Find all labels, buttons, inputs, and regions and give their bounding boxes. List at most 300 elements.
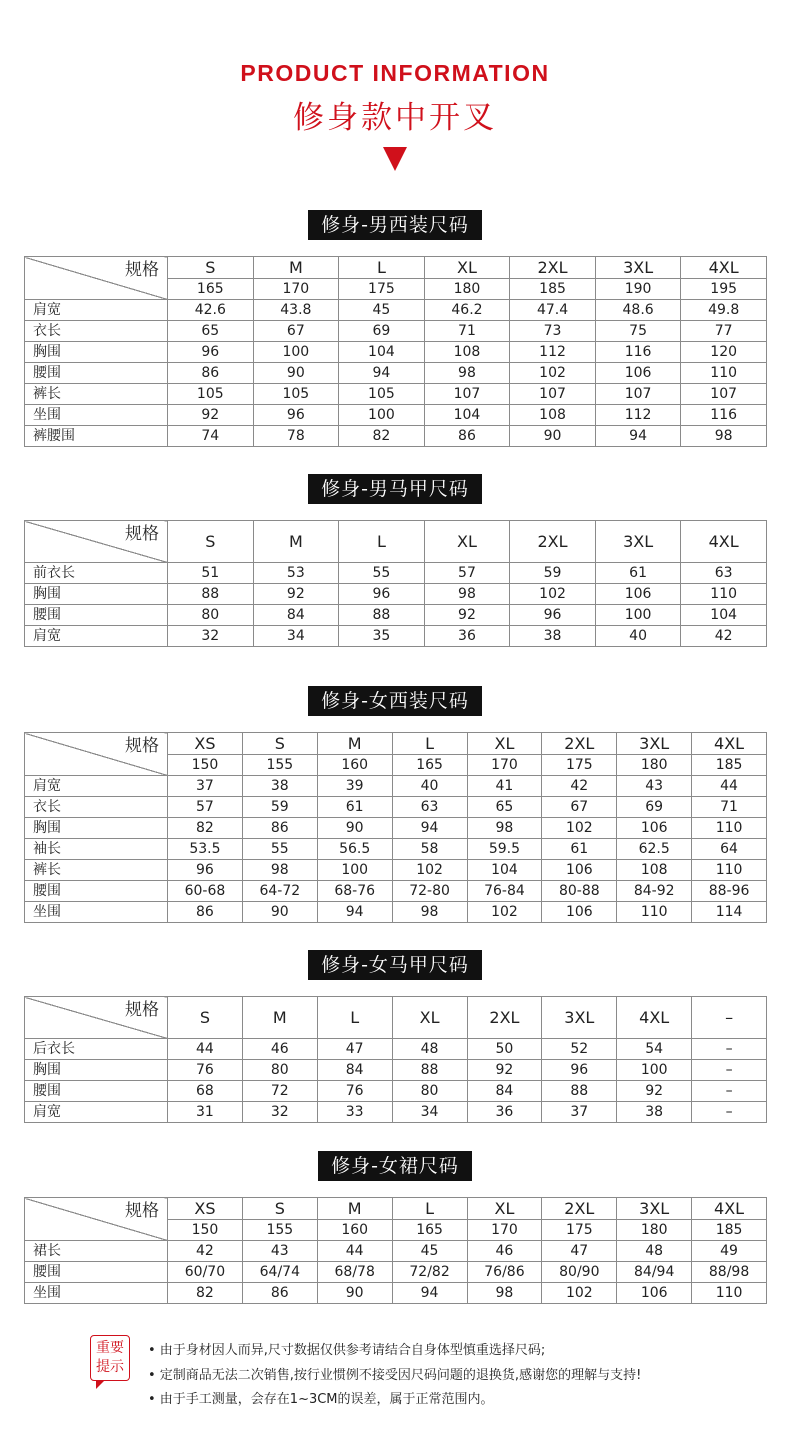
- measurement-cell: 64-72: [242, 881, 317, 902]
- size-header-cell: L: [339, 257, 425, 279]
- height-cell: 155: [242, 1220, 317, 1241]
- height-cell: 170: [467, 1220, 542, 1241]
- measurement-cell: 92: [467, 1060, 542, 1081]
- measurement-cell: 98: [424, 584, 510, 605]
- measurement-cell: 61: [542, 839, 617, 860]
- measurement-cell: 82: [339, 426, 425, 447]
- measurement-cell: 62.5: [617, 839, 692, 860]
- spec-corner-cell: 规格: [25, 521, 168, 563]
- measurement-cell: 98: [681, 426, 767, 447]
- measurement-cell: 44: [692, 776, 767, 797]
- size-header-cell: S: [242, 1198, 317, 1220]
- measurement-cell: 92: [168, 405, 254, 426]
- measurement-label: 衣长: [25, 797, 168, 818]
- measurement-cell: 82: [168, 818, 243, 839]
- height-cell: 185: [692, 1220, 767, 1241]
- measurement-label: 肩宽: [25, 626, 168, 647]
- measurement-cell: 32: [242, 1102, 317, 1123]
- measurement-cell: 55: [242, 839, 317, 860]
- height-cell: 195: [681, 279, 767, 300]
- size-header-row: [25, 521, 767, 563]
- measurement-cell: 59: [242, 797, 317, 818]
- measurement-label: 肩宽: [25, 300, 168, 321]
- measurement-cell: 80: [392, 1081, 467, 1102]
- table-row: [25, 1039, 767, 1060]
- height-cell: 185: [510, 279, 596, 300]
- height-cell: 170: [253, 279, 339, 300]
- measurement-cell: 57: [424, 563, 510, 584]
- size-header-cell: 2XL: [542, 733, 617, 755]
- measurement-cell: 100: [339, 405, 425, 426]
- measurement-cell: 90: [242, 902, 317, 923]
- header-title-cn: 修身款中开叉: [293, 100, 497, 136]
- size-header-cell: M: [317, 733, 392, 755]
- measurement-cell: 94: [595, 426, 681, 447]
- measurement-cell: 53: [253, 563, 339, 584]
- measurement-cell: 60/70: [168, 1262, 243, 1283]
- spec-corner-cell: 规格: [25, 1198, 168, 1241]
- measurement-label: 坐围: [25, 405, 168, 426]
- notice-item: • 定制商品无法二次销售,按行业惯例不接受因尺码问题的退换货,感谢您的理解与支持!: [148, 1368, 642, 1383]
- measurement-cell: 92: [424, 605, 510, 626]
- table-row: [25, 321, 767, 342]
- table-row: [25, 584, 767, 605]
- measurement-cell: 105: [168, 384, 254, 405]
- measurement-cell: 46: [242, 1039, 317, 1060]
- measurement-cell: 45: [339, 300, 425, 321]
- size-header-cell: L: [339, 521, 425, 563]
- measurement-cell: –: [692, 1039, 767, 1060]
- size-header-cell: XL: [467, 1198, 542, 1220]
- measurement-cell: 47: [542, 1241, 617, 1262]
- height-cell: 165: [392, 755, 467, 776]
- measurement-cell: 110: [692, 818, 767, 839]
- measurement-label: 肩宽: [25, 1102, 168, 1123]
- measurement-cell: 44: [168, 1039, 243, 1060]
- measurement-cell: 86: [242, 1283, 317, 1304]
- measurement-cell: 42.6: [168, 300, 254, 321]
- measurement-label: 裙长: [25, 1241, 168, 1262]
- measurement-cell: 110: [681, 584, 767, 605]
- measurement-cell: –: [692, 1081, 767, 1102]
- measurement-cell: 84: [317, 1060, 392, 1081]
- measurement-label: 前衣长: [25, 563, 168, 584]
- size-header-cell: 2XL: [467, 997, 542, 1039]
- measurement-cell: 104: [467, 860, 542, 881]
- table-row: [25, 363, 767, 384]
- measurement-cell: 108: [510, 405, 596, 426]
- table-row: [25, 605, 767, 626]
- measurement-cell: 104: [339, 342, 425, 363]
- measurement-cell: 49: [692, 1241, 767, 1262]
- measurement-cell: 106: [542, 902, 617, 923]
- size-header-cell: L: [392, 733, 467, 755]
- measurement-cell: 86: [168, 902, 243, 923]
- height-cell: 175: [542, 1220, 617, 1241]
- measurement-cell: 106: [595, 584, 681, 605]
- size-header-cell: M: [253, 521, 339, 563]
- section-title-mens-vest: 修身-男马甲尺码: [0, 474, 790, 504]
- height-cell: 190: [595, 279, 681, 300]
- measurement-cell: 116: [681, 405, 767, 426]
- measurement-cell: 94: [339, 363, 425, 384]
- measurement-cell: 48: [617, 1241, 692, 1262]
- measurement-cell: 84: [253, 605, 339, 626]
- measurement-cell: 42: [681, 626, 767, 647]
- size-header-cell: S: [168, 521, 254, 563]
- measurement-cell: 88: [392, 1060, 467, 1081]
- measurement-cell: 67: [542, 797, 617, 818]
- measurement-cell: 68: [168, 1081, 243, 1102]
- measurement-cell: 59.5: [467, 839, 542, 860]
- size-header-cell: M: [242, 997, 317, 1039]
- measurement-cell: 104: [681, 605, 767, 626]
- measurement-cell: 73: [510, 321, 596, 342]
- size-header-cell: 4XL: [692, 733, 767, 755]
- measurement-cell: 98: [424, 363, 510, 384]
- size-header-cell: 4XL: [681, 257, 767, 279]
- table-row: [25, 426, 767, 447]
- size-header-cell: 4XL: [692, 1198, 767, 1220]
- measurement-cell: 88: [339, 605, 425, 626]
- measurement-cell: 76: [168, 1060, 243, 1081]
- height-cell: 150: [168, 755, 243, 776]
- table-row: [25, 405, 767, 426]
- measurement-cell: 102: [542, 1283, 617, 1304]
- size-table-mens-vest: [24, 520, 767, 647]
- table-row: [25, 1283, 767, 1304]
- measurement-cell: 98: [242, 860, 317, 881]
- measurement-cell: 43: [242, 1241, 317, 1262]
- measurement-cell: 98: [467, 818, 542, 839]
- size-header-cell: 2XL: [510, 257, 596, 279]
- size-header-cell: XL: [467, 733, 542, 755]
- measurement-cell: 102: [467, 902, 542, 923]
- measurement-cell: 63: [681, 563, 767, 584]
- measurement-label: 腰围: [25, 363, 168, 384]
- measurement-cell: 84-92: [617, 881, 692, 902]
- size-header-cell: 3XL: [595, 521, 681, 563]
- size-header-cell: 3XL: [542, 997, 617, 1039]
- measurement-cell: 90: [253, 363, 339, 384]
- measurement-cell: 71: [424, 321, 510, 342]
- spec-corner-cell: 规格: [25, 733, 168, 776]
- measurement-cell: 74: [168, 426, 254, 447]
- measurement-cell: 60-68: [168, 881, 243, 902]
- size-header-cell: M: [253, 257, 339, 279]
- height-cell: 170: [467, 755, 542, 776]
- measurement-cell: 106: [595, 363, 681, 384]
- measurement-cell: 38: [510, 626, 596, 647]
- measurement-cell: 105: [339, 384, 425, 405]
- measurement-label: 胸围: [25, 584, 168, 605]
- measurement-cell: 106: [617, 818, 692, 839]
- measurement-cell: 65: [168, 321, 254, 342]
- measurement-cell: 108: [424, 342, 510, 363]
- measurement-cell: 114: [692, 902, 767, 923]
- measurement-cell: 82: [168, 1283, 243, 1304]
- measurement-cell: 86: [242, 818, 317, 839]
- measurement-cell: 110: [692, 860, 767, 881]
- measurement-cell: 106: [542, 860, 617, 881]
- height-cell: 160: [317, 755, 392, 776]
- measurement-cell: 52: [542, 1039, 617, 1060]
- measurement-cell: 77: [681, 321, 767, 342]
- size-header-cell: XS: [168, 733, 243, 755]
- measurement-cell: 33: [317, 1102, 392, 1123]
- table-row: [25, 626, 767, 647]
- measurement-cell: 68-76: [317, 881, 392, 902]
- measurement-cell: 44: [317, 1241, 392, 1262]
- measurement-cell: 36: [424, 626, 510, 647]
- measurement-cell: 116: [595, 342, 681, 363]
- size-header-cell: S: [168, 257, 254, 279]
- section-title-womens-skirt: 修身-女裙尺码: [0, 1151, 790, 1181]
- size-header-cell: 4XL: [617, 997, 692, 1039]
- measurement-cell: 38: [242, 776, 317, 797]
- measurement-cell: 46.2: [424, 300, 510, 321]
- table-row: [25, 1241, 767, 1262]
- measurement-cell: 51: [168, 563, 254, 584]
- measurement-cell: 100: [595, 605, 681, 626]
- measurement-cell: 76-84: [467, 881, 542, 902]
- measurement-cell: 35: [339, 626, 425, 647]
- measurement-label: 腰围: [25, 1081, 168, 1102]
- measurement-cell: 42: [542, 776, 617, 797]
- measurement-label: 衣长: [25, 321, 168, 342]
- measurement-cell: 64: [692, 839, 767, 860]
- measurement-label: 后衣长: [25, 1039, 168, 1060]
- measurement-cell: 96: [168, 860, 243, 881]
- measurement-cell: 88-96: [692, 881, 767, 902]
- size-table-womens-vest: [24, 996, 767, 1123]
- measurement-cell: 63: [392, 797, 467, 818]
- measurement-cell: 46: [467, 1241, 542, 1262]
- size-header-row: [25, 1198, 767, 1220]
- size-header-cell: –: [692, 997, 767, 1039]
- measurement-cell: 86: [168, 363, 254, 384]
- measurement-label: 裤腰围: [25, 426, 168, 447]
- measurement-cell: 92: [617, 1081, 692, 1102]
- size-header-cell: 4XL: [681, 521, 767, 563]
- measurement-cell: 96: [542, 1060, 617, 1081]
- size-header-cell: 3XL: [595, 257, 681, 279]
- measurement-cell: 38: [617, 1102, 692, 1123]
- measurement-cell: 96: [253, 405, 339, 426]
- notice-item: • 由于手工测量，会存在1~3CM的误差，属于正常范围内。: [148, 1392, 494, 1407]
- important-notice-badge: 重要 提示: [90, 1335, 130, 1381]
- measurement-label: 袖长: [25, 839, 168, 860]
- measurement-cell: 56.5: [317, 839, 392, 860]
- measurement-cell: 90: [510, 426, 596, 447]
- measurement-cell: 105: [253, 384, 339, 405]
- measurement-label: 裤长: [25, 384, 168, 405]
- measurement-cell: 88: [542, 1081, 617, 1102]
- measurement-cell: 86: [424, 426, 510, 447]
- measurement-cell: 57: [168, 797, 243, 818]
- table-row: [25, 342, 767, 363]
- measurement-cell: 110: [681, 363, 767, 384]
- table-row: [25, 818, 767, 839]
- measurement-cell: 69: [339, 321, 425, 342]
- size-header-row: [25, 997, 767, 1039]
- measurement-cell: 112: [510, 342, 596, 363]
- measurement-cell: 90: [317, 818, 392, 839]
- measurement-cell: 61: [317, 797, 392, 818]
- measurement-cell: 72-80: [392, 881, 467, 902]
- measurement-label: 胸围: [25, 818, 168, 839]
- measurement-cell: 96: [510, 605, 596, 626]
- height-cell: 165: [168, 279, 254, 300]
- height-cell: 180: [617, 1220, 692, 1241]
- height-cell: 160: [317, 1220, 392, 1241]
- measurement-cell: 48: [392, 1039, 467, 1060]
- measurement-cell: 94: [317, 902, 392, 923]
- measurement-cell: 72/82: [392, 1262, 467, 1283]
- measurement-cell: 43.8: [253, 300, 339, 321]
- measurement-cell: 78: [253, 426, 339, 447]
- header-title-en: PRODUCT INFORMATION: [240, 60, 550, 86]
- height-cell: 175: [339, 279, 425, 300]
- measurement-label: 胸围: [25, 1060, 168, 1081]
- measurement-cell: 67: [253, 321, 339, 342]
- measurement-cell: 31: [168, 1102, 243, 1123]
- size-header-cell: M: [317, 1198, 392, 1220]
- badge-tail-icon: [96, 1380, 105, 1389]
- measurement-cell: 106: [617, 1283, 692, 1304]
- measurement-cell: 49.8: [681, 300, 767, 321]
- measurement-cell: 69: [617, 797, 692, 818]
- measurement-cell: 64/74: [242, 1262, 317, 1283]
- measurement-cell: 110: [692, 1283, 767, 1304]
- measurement-cell: 110: [617, 902, 692, 923]
- measurement-cell: 43: [617, 776, 692, 797]
- measurement-cell: –: [692, 1060, 767, 1081]
- height-cell: 150: [168, 1220, 243, 1241]
- measurement-cell: 102: [510, 584, 596, 605]
- measurement-cell: 102: [510, 363, 596, 384]
- measurement-cell: 108: [617, 860, 692, 881]
- measurement-cell: 100: [317, 860, 392, 881]
- size-header-cell: 2XL: [542, 1198, 617, 1220]
- measurement-cell: 37: [542, 1102, 617, 1123]
- measurement-cell: 34: [253, 626, 339, 647]
- measurement-cell: 98: [467, 1283, 542, 1304]
- measurement-cell: 80: [242, 1060, 317, 1081]
- measurement-cell: 75: [595, 321, 681, 342]
- measurement-cell: 41: [467, 776, 542, 797]
- table-row: [25, 1081, 767, 1102]
- measurement-cell: 102: [542, 818, 617, 839]
- measurement-cell: 96: [168, 342, 254, 363]
- section-title-mens-suit: 修身-男西装尺码: [0, 210, 790, 240]
- size-header-cell: L: [392, 1198, 467, 1220]
- measurement-cell: 84: [467, 1081, 542, 1102]
- size-header-cell: S: [242, 733, 317, 755]
- measurement-cell: 61: [595, 563, 681, 584]
- measurement-cell: 45: [392, 1241, 467, 1262]
- height-cell: 165: [392, 1220, 467, 1241]
- height-cell: 180: [617, 755, 692, 776]
- measurement-cell: 54: [617, 1039, 692, 1060]
- size-header-cell: XS: [168, 1198, 243, 1220]
- measurement-cell: 80/90: [542, 1262, 617, 1283]
- height-cell: 155: [242, 755, 317, 776]
- measurement-cell: 40: [392, 776, 467, 797]
- measurement-label: 腰围: [25, 1262, 168, 1283]
- measurement-cell: 104: [424, 405, 510, 426]
- measurement-cell: 98: [392, 902, 467, 923]
- measurement-cell: 100: [253, 342, 339, 363]
- measurement-cell: 102: [392, 860, 467, 881]
- measurement-cell: 55: [339, 563, 425, 584]
- measurement-cell: 76: [317, 1081, 392, 1102]
- size-header-cell: XL: [424, 521, 510, 563]
- measurement-cell: 112: [595, 405, 681, 426]
- size-header-cell: XL: [392, 997, 467, 1039]
- size-header-cell: S: [168, 997, 243, 1039]
- measurement-cell: 88/98: [692, 1262, 767, 1283]
- size-header-cell: 2XL: [510, 521, 596, 563]
- height-cell: 175: [542, 755, 617, 776]
- measurement-cell: 59: [510, 563, 596, 584]
- size-table-mens-suit: [24, 256, 767, 447]
- measurement-cell: 71: [692, 797, 767, 818]
- measurement-cell: 107: [510, 384, 596, 405]
- table-row: [25, 384, 767, 405]
- measurement-cell: 65: [467, 797, 542, 818]
- measurement-cell: 72: [242, 1081, 317, 1102]
- table-row: [25, 860, 767, 881]
- measurement-cell: 58: [392, 839, 467, 860]
- measurement-cell: 107: [424, 384, 510, 405]
- measurement-label: 裤长: [25, 860, 168, 881]
- measurement-cell: 32: [168, 626, 254, 647]
- measurement-cell: 50: [467, 1039, 542, 1060]
- measurement-label: 腰围: [25, 605, 168, 626]
- size-table-womens-skirt: [24, 1197, 767, 1304]
- measurement-cell: 53.5: [168, 839, 243, 860]
- measurement-cell: 40: [595, 626, 681, 647]
- measurement-label: 坐围: [25, 902, 168, 923]
- measurement-cell: –: [692, 1102, 767, 1123]
- measurement-cell: 42: [168, 1241, 243, 1262]
- size-header-cell: L: [317, 997, 392, 1039]
- table-row: [25, 902, 767, 923]
- table-row: [25, 797, 767, 818]
- size-header-cell: 3XL: [617, 1198, 692, 1220]
- table-row: [25, 563, 767, 584]
- height-cell: 180: [424, 279, 510, 300]
- measurement-cell: 84/94: [617, 1262, 692, 1283]
- measurement-cell: 80-88: [542, 881, 617, 902]
- measurement-cell: 37: [168, 776, 243, 797]
- measurement-cell: 100: [617, 1060, 692, 1081]
- measurement-cell: 88: [168, 584, 254, 605]
- measurement-label: 肩宽: [25, 776, 168, 797]
- size-header-cell: XL: [424, 257, 510, 279]
- measurement-cell: 90: [317, 1283, 392, 1304]
- measurement-cell: 47.4: [510, 300, 596, 321]
- spec-corner-cell: 规格: [25, 997, 168, 1039]
- measurement-label: 坐围: [25, 1283, 168, 1304]
- section-title-womens-suit: 修身-女西装尺码: [0, 686, 790, 716]
- height-cell: 185: [692, 755, 767, 776]
- measurement-cell: 48.6: [595, 300, 681, 321]
- table-row: [25, 839, 767, 860]
- size-header-row: [25, 257, 767, 279]
- measurement-cell: 120: [681, 342, 767, 363]
